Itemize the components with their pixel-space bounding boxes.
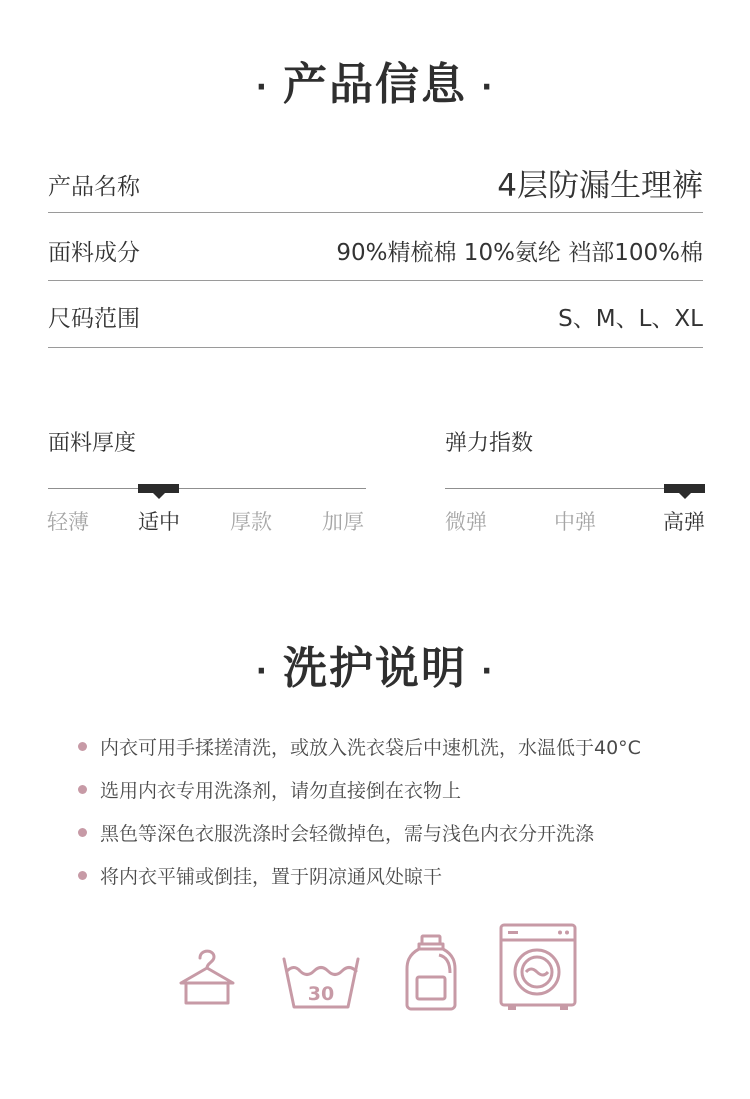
elasticity-label: 弹力指数 <box>445 431 534 456</box>
info-row-size-range <box>48 280 703 348</box>
thickness-scale-line <box>48 488 366 489</box>
elasticity-option-slight: 微弹 <box>445 510 487 534</box>
wash-temperature-label: 30 <box>307 983 335 1005</box>
bullet-dot <box>78 828 87 837</box>
product-info-title: · 产品信息 · <box>255 59 495 110</box>
bullet-dot <box>78 742 87 751</box>
care-list-item: 选用内衣专用洗涤剂，请勿直接倒在衣物上 <box>78 776 461 803</box>
care-list-item: 黑色等深色衣服洗涤时会轻微掉色，需与浅色内衣分开洗涤 <box>78 819 594 846</box>
thickness-option-light: 轻薄 <box>47 510 89 534</box>
elasticity-indicator <box>664 484 705 493</box>
info-value: 90%精梳棉 10%氨纶 裆部100%棉 <box>336 240 703 266</box>
care-list-item: 内衣可用手揉搓清洗，或放入洗衣袋后中速机洗，水温低于40°C <box>78 733 641 760</box>
thickness-indicator <box>138 484 179 493</box>
thickness-label: 面料厚度 <box>48 431 137 456</box>
wash-basin-icon <box>280 955 362 1011</box>
care-instructions-title: · 洗护说明 · <box>255 643 495 694</box>
info-value: 4层防漏生理裤 <box>497 168 703 204</box>
info-label: 面料成分 <box>48 240 140 266</box>
bullet-dot <box>78 785 87 794</box>
washing-machine-icon <box>498 922 578 1012</box>
info-row-product-name <box>48 150 703 213</box>
thickness-option-extra-thick: 加厚 <box>322 510 364 534</box>
care-list-item: 将内衣平铺或倒挂，置于阴凉通风处晾干 <box>78 862 442 889</box>
info-value: S、M、L、XL <box>558 306 703 332</box>
hanger-icon <box>174 945 240 1007</box>
info-label: 产品名称 <box>48 174 140 200</box>
bullet-dot <box>78 871 87 880</box>
detergent-bottle-icon <box>402 933 460 1011</box>
elasticity-option-high: 高弹 <box>663 510 705 534</box>
info-label: 尺码范围 <box>48 306 140 332</box>
thickness-option-medium: 适中 <box>138 510 180 534</box>
elasticity-option-medium: 中弹 <box>554 510 596 534</box>
info-row-fabric <box>48 212 703 281</box>
thickness-option-thick: 厚款 <box>230 510 272 534</box>
